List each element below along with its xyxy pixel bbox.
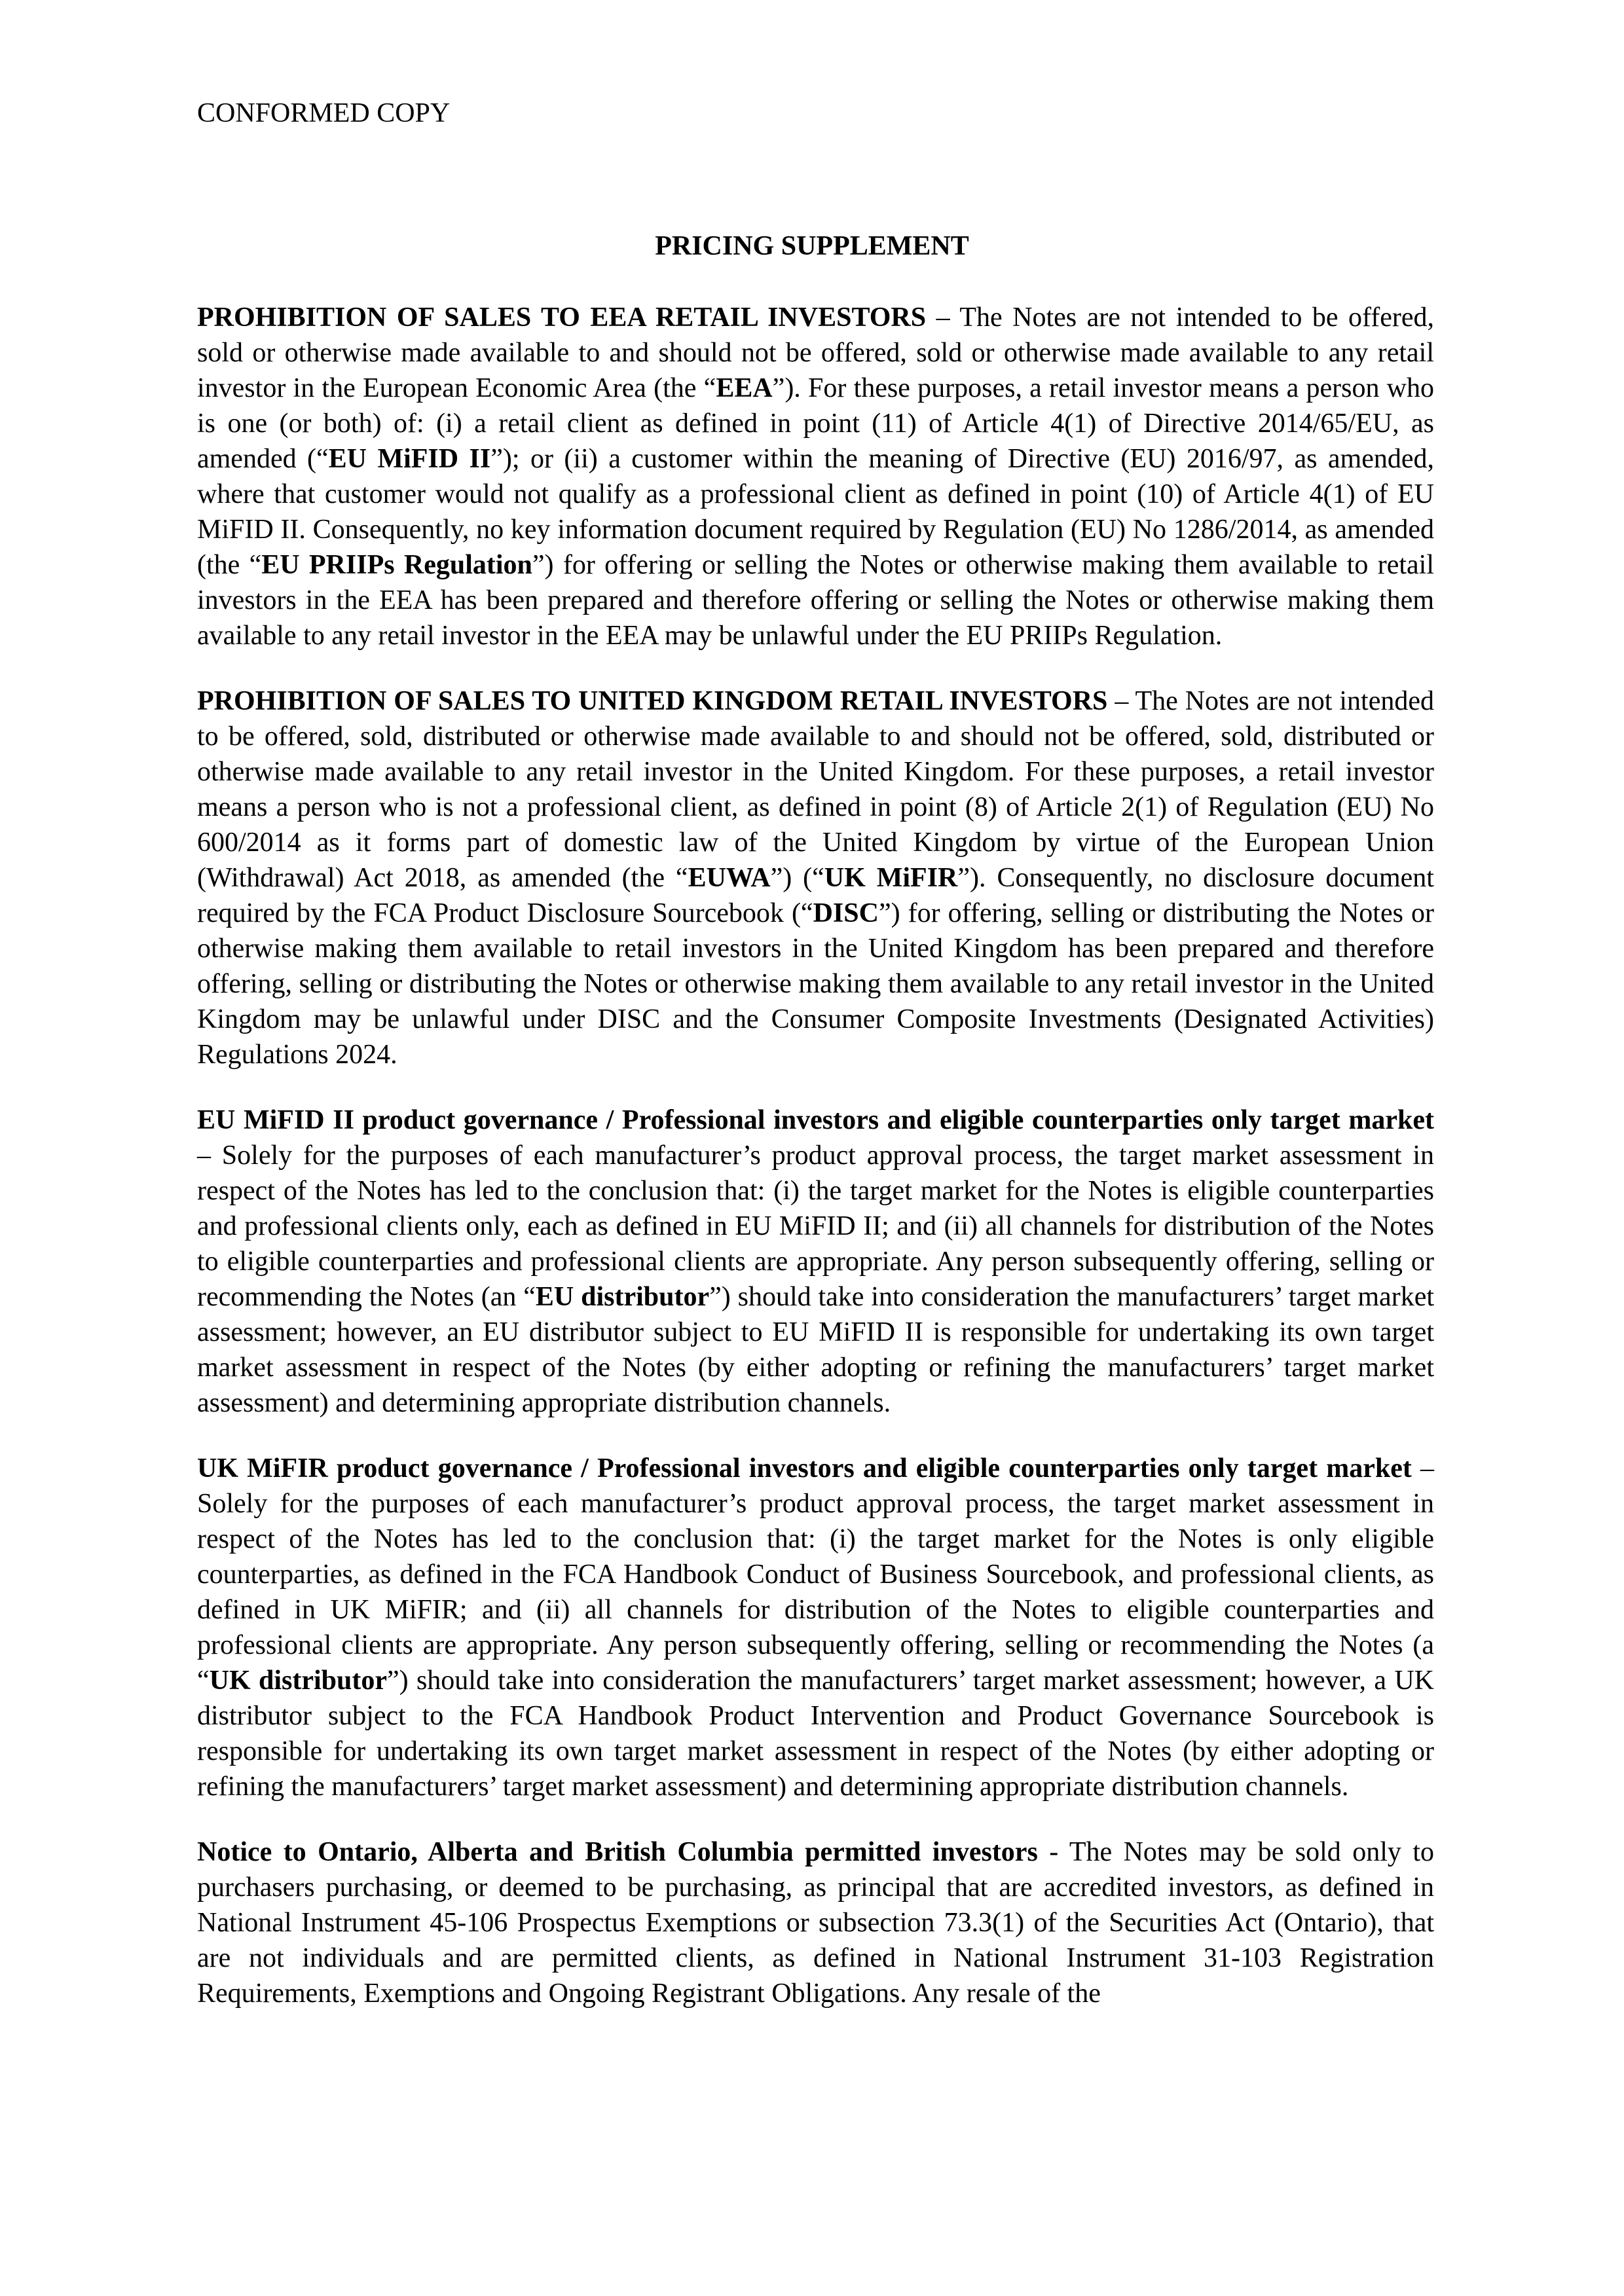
paragraph-uk-mifir-governance — [197, 1451, 1434, 1804]
paragraph-canada-notice — [197, 1834, 1434, 2011]
defined-term: EEA — [716, 373, 773, 403]
heading-eu-mifid-governance: EU MiFID II product governance / Professional investors and eligible counterparties only target market — [197, 1105, 1434, 1135]
text: - The Notes may be sold only to purchasers purchasing, or deemed to be purchasing, as principal that are accredited investors, as defined in National Instrument 45-106 Prospectus Exemptions or subsection 73.3(1) of the Securities Act (Ontario), that are not individuals and are permitted clients, as defined in National Instrument 31-103 Registration Requirements, Exemptions and Ongoing Registrant Obligations. Any resale of the — [197, 1837, 1434, 2009]
page-title: PRICING SUPPLEMENT — [655, 231, 969, 261]
text: – The Notes are not intended to be offered, sold or otherwise made available to and should not be offered, sold or otherwise made available to any retail investor in the European Economic Area (the “ — [197, 302, 1434, 403]
text: ”) (“ — [770, 863, 824, 893]
defined-term: EU PRIIPs Regulation — [261, 550, 532, 580]
text: ”); or (ii) a customer within the meaning of Directive (EU) 2016/97, as amended, where that customer would not qualify as a professional client as defined in point (10) of Article 4(1) of EU MiFID II. Consequently, no key information document required by Regulation (EU) No 1286/2014, as amended (the “ — [197, 444, 1434, 580]
defined-term: EUWA — [688, 863, 771, 893]
heading-eea-prohibition: PROHIBITION OF SALES TO EEA RETAIL INVESTORS — [197, 302, 927, 333]
heading-uk-mifir-governance: UK MiFIR product governance / Professional investors and eligible counterparties only target market — [197, 1453, 1412, 1484]
paragraph-eu-mifid-governance — [197, 1102, 1434, 1421]
text: ”) should take into consideration the manufacturers’ target market assessment; however, an EU distributor subject to EU MiFID II is responsible for undertaking its own target market assessment in respect of the Notes (by either adopting or refining the manufacturers’ target market assessment) and determining appropriate distribution channels. — [197, 1282, 1434, 1418]
defined-term: EU MiFID II — [328, 444, 491, 474]
heading-uk-prohibition: PROHIBITION OF SALES TO UNITED KINGDOM RETAIL INVESTORS — [197, 686, 1108, 716]
text: ”) should take into consideration the manufacturers’ target market assessment; however, a UK distributor subject to the FCA Handbook Product Intervention and Product Governance Sourcebook is responsible for undertaking its own target market assessment in respect of the Notes (by either adopting or refining the manufacturers’ target market assessment) and determining appropriate distribution channels. — [197, 1666, 1434, 1802]
defined-term: UK distributor — [209, 1666, 387, 1696]
defined-term: DISC — [813, 898, 879, 928]
defined-term: EU distributor — [535, 1282, 710, 1312]
text: ”). For these purposes, a retail investor means a person who is one (or both) of: (i) a retail client as defined in point (11) of Article 4(1) of Directive 2014/65/EU, as amended (“ — [197, 373, 1434, 474]
text: – Solely for the purposes of each manufacturer’s product approval process, the target market assessment in respect of the Notes has led to the conclusion that: (i) the target market for the Notes is eligible counterparties and professional clients only, each as defined in EU MiFID II; and (ii) all channels for distribution of the Notes to eligible counterparties and professional clients are appropriate. Any person subsequently offering, selling or recommending the Notes (an “ — [197, 1140, 1434, 1312]
document-body — [197, 300, 1434, 2011]
text: – Solely for the purposes of each manufacturer’s product approval process, the target market assessment in respect of the Notes has led to the conclusion that: (i) the target market for the Notes is only eligible counterparties, as defined in the FCA Handbook Conduct of Business Sourcebook, and professional clients, as defined in UK MiFIR; and (ii) all channels for distribution of the Notes to eligible counterparties and professional clients are appropriate. Any person subsequently offering, selling or recommending the Notes (a “ — [197, 1453, 1435, 1696]
conformed-copy-label: CONFORMED COPY — [197, 98, 451, 128]
defined-term: UK MiFIR — [824, 863, 958, 893]
text: ”) for offering or selling the Notes or otherwise making them available to retail investors in the EEA has been prepared and therefore offering or selling the Notes or otherwise making them available to any retail investor in the EEA may be unlawful under the EU PRIIPs Regulation. — [197, 550, 1434, 651]
heading-canada-notice: Notice to Ontario, Alberta and British Columbia permitted investors — [197, 1837, 1038, 1867]
paragraph-eea-prohibition — [197, 300, 1434, 653]
text: – The Notes are not intended to be offered, sold, distributed or otherwise made available to and should not be offered, sold, distributed or otherwise made available to any retail investor in the United Kingdom. For these purposes, a retail investor means a person who is not a professional client, as defined in point (8) of Article 2(1) of Regulation (EU) No 600/2014 as it forms part of domestic law of the United Kingdom by virtue of the European Union (Withdrawal) Act 2018, as amended (the “ — [197, 686, 1434, 893]
text: ”). Consequently, no disclosure document required by the FCA Product Disclosure Sourcebook (“ — [197, 863, 1434, 928]
text: ”) for offering, selling or distributing the Notes or otherwise making them available to retail investors in the United Kingdom has been prepared and therefore offering, selling or distributing the Notes or otherwise making them available to any retail investor in the United Kingdom may be unlawful under DISC and the Consumer Composite Investments (Designated Activities) Regulations 2024. — [197, 898, 1434, 1070]
paragraph-uk-prohibition — [197, 683, 1434, 1072]
